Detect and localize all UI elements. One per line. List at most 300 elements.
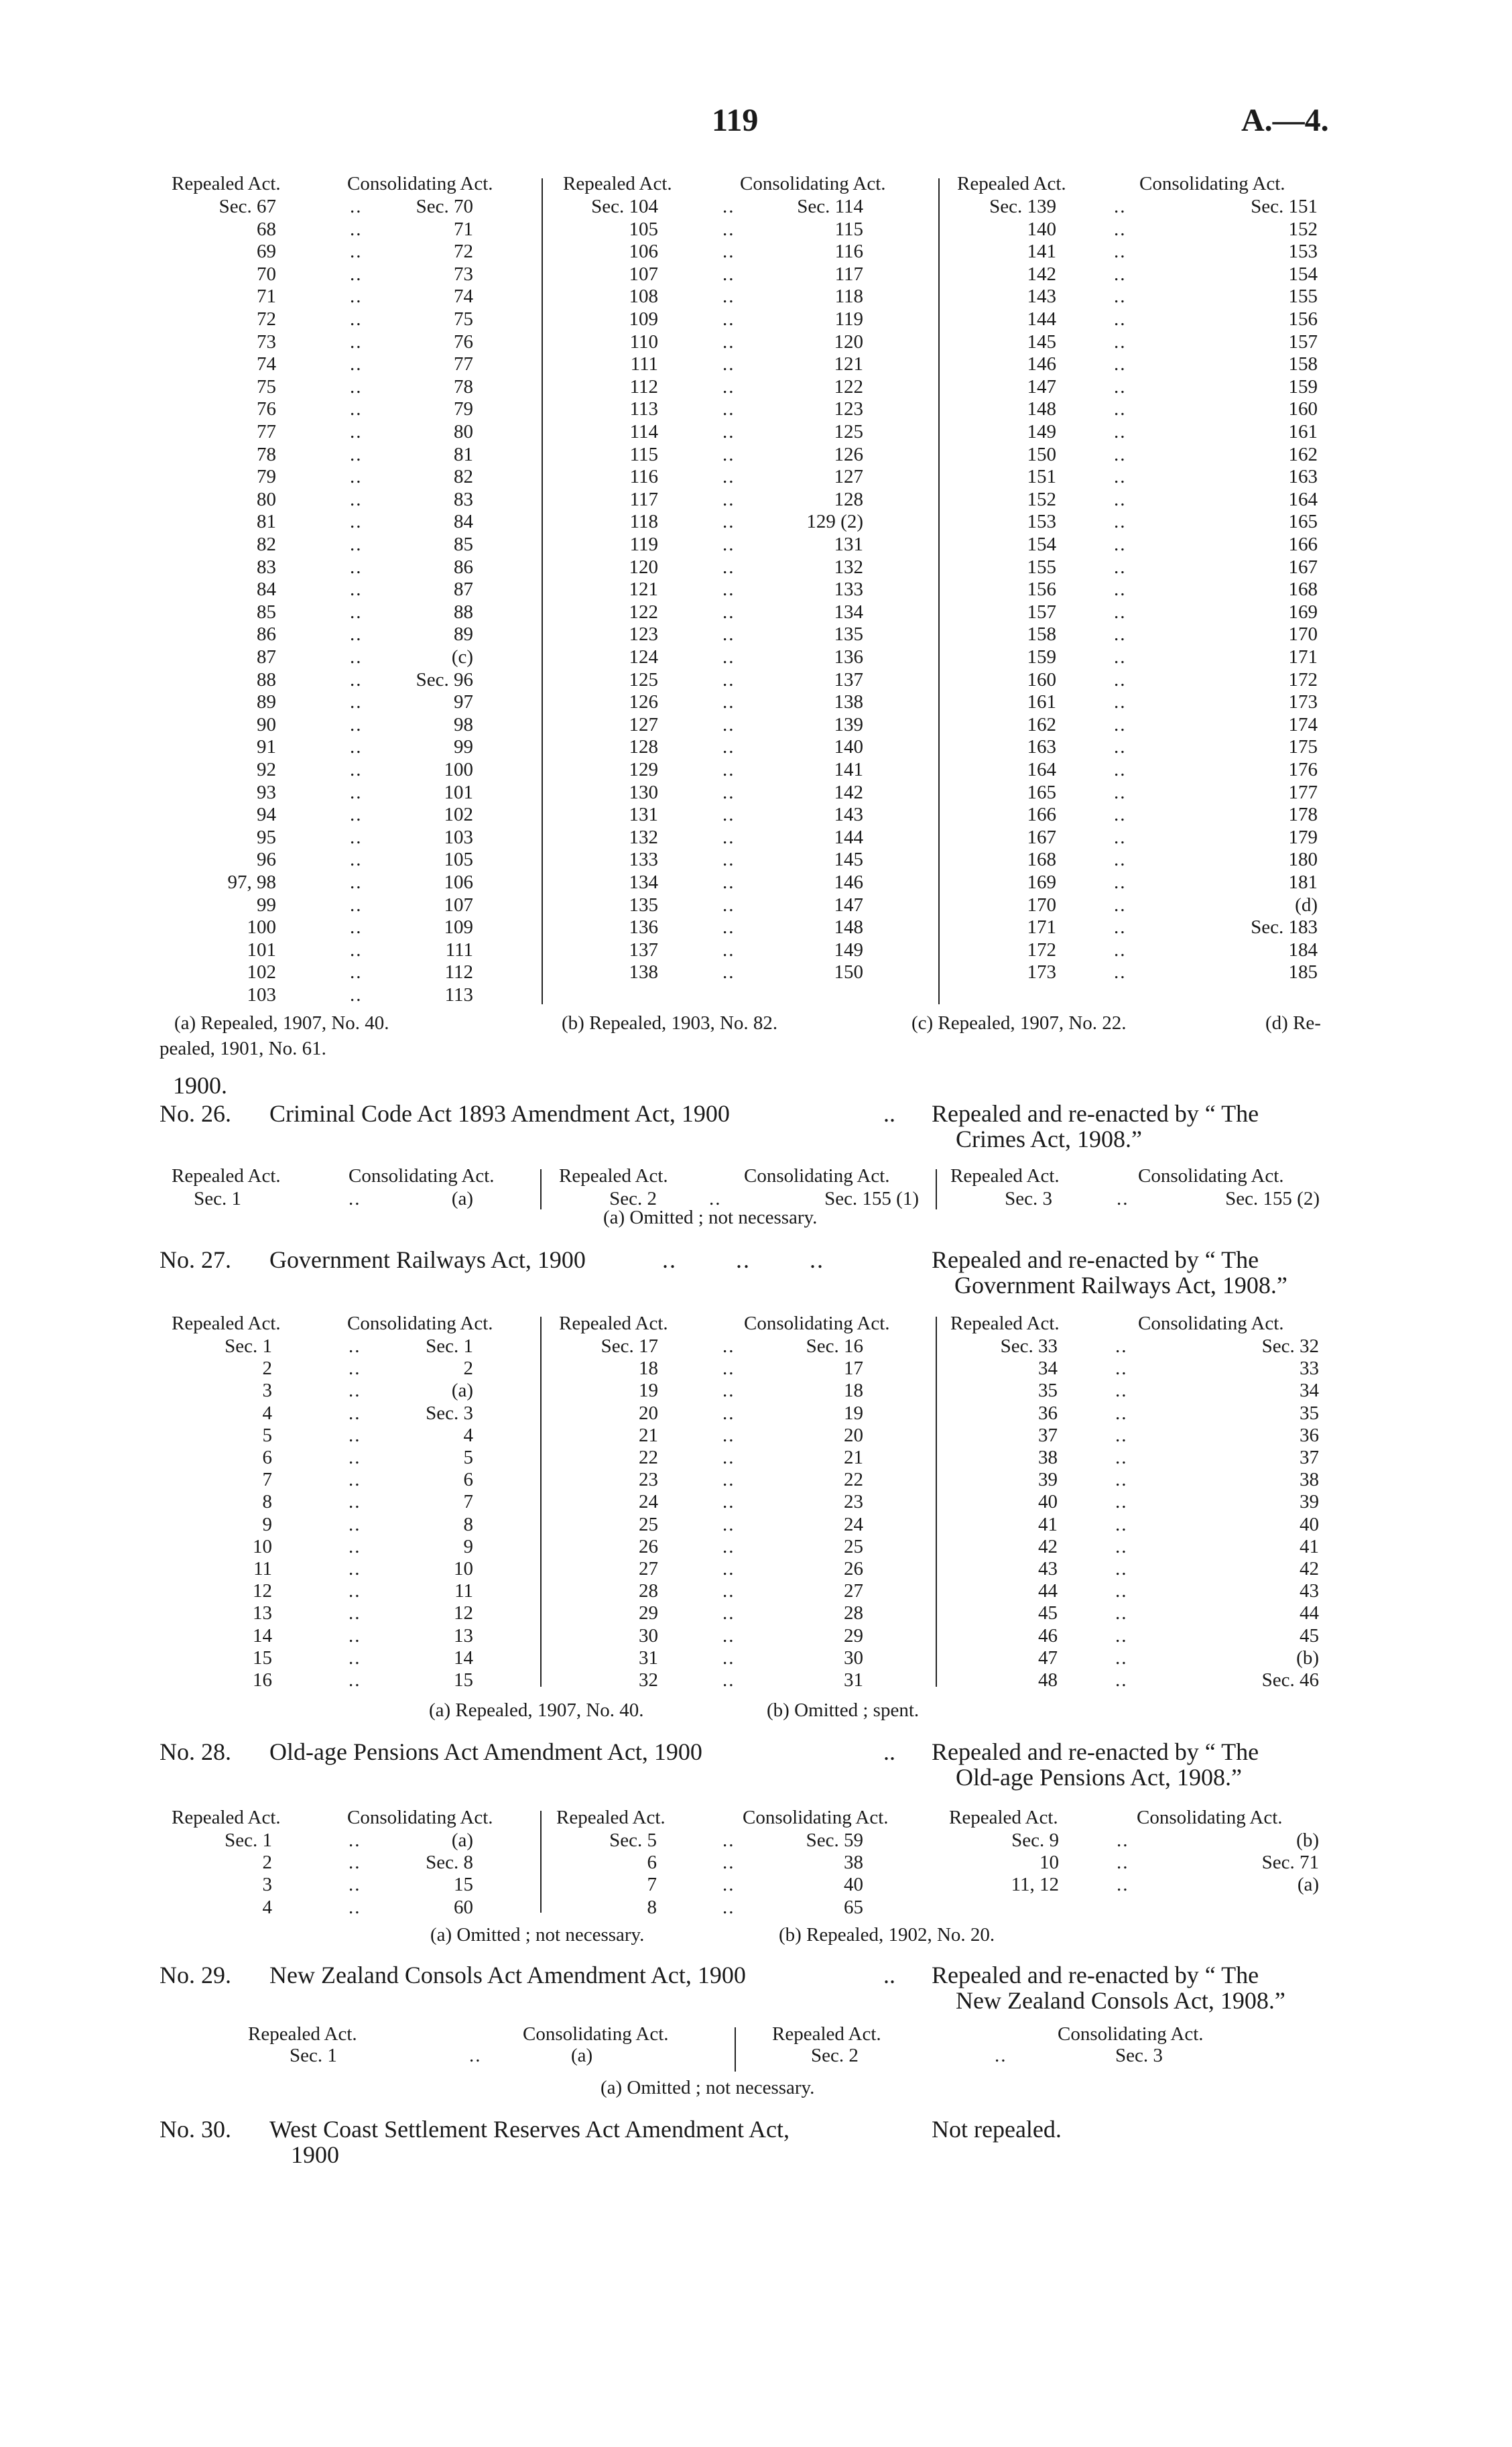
- repealed-cell: 8: [647, 1896, 657, 1918]
- leader: ..: [349, 1580, 361, 1602]
- repealed-cell: Sec. 1: [290, 2045, 337, 2066]
- leader: ..: [1114, 872, 1127, 893]
- leader: ..: [1115, 1447, 1128, 1468]
- leader: ..: [722, 331, 735, 353]
- consolidating-cell: 24: [844, 1513, 863, 1535]
- leader: ..: [1117, 1830, 1129, 1851]
- table-row: [0, 1536, 1512, 1559]
- act-result: Not repealed.: [932, 2116, 1062, 2143]
- table-row: [0, 1897, 1512, 1919]
- consolidating-cell: (a): [451, 1830, 473, 1851]
- repealed-cell: 120: [629, 556, 658, 578]
- consolidating-cell: 107: [444, 894, 473, 916]
- consolidating-cell: 60: [454, 1896, 473, 1918]
- repealed-cell: 132: [629, 826, 658, 848]
- consolidating-cell: 26: [844, 1558, 863, 1579]
- leader: ..: [349, 1469, 361, 1491]
- leader: ..: [722, 1469, 735, 1491]
- header-consolidating: Consolidating Act.: [349, 1165, 495, 1187]
- consolidating-cell: 31: [844, 1669, 863, 1691]
- consolidating-cell: 88: [454, 601, 473, 623]
- consolidating-cell: 89: [454, 623, 473, 646]
- repealed-cell: 149: [1027, 421, 1056, 442]
- leader: ..: [722, 443, 735, 465]
- consolidating-cell: 167: [1288, 556, 1318, 578]
- repealed-cell: 86: [257, 623, 276, 646]
- repealed-cell: 152: [1027, 488, 1056, 510]
- repealed-cell: 153: [1027, 511, 1056, 533]
- table-row: [0, 579, 1512, 601]
- leader: ..: [722, 849, 735, 871]
- table-row: [0, 691, 1512, 714]
- leader: ..: [1114, 218, 1127, 240]
- repealed-cell: Sec. 1: [194, 1188, 241, 1209]
- consolidating-cell: Sec. 155 (1): [824, 1188, 919, 1209]
- leader: ..: [350, 263, 363, 285]
- repealed-cell: 73: [257, 331, 276, 353]
- consolidating-cell: 156: [1288, 308, 1318, 330]
- leader: ..: [1117, 1874, 1129, 1896]
- act-29: [160, 1961, 1366, 2021]
- table-row: [0, 1852, 1512, 1874]
- repealed-cell: 112: [629, 375, 658, 398]
- table-row: [0, 1625, 1512, 1648]
- repealed-cell: 19: [639, 1380, 658, 1402]
- leader: ..: [1114, 421, 1127, 442]
- repealed-cell: 156: [1027, 579, 1056, 601]
- act-title: West Coast Settlement Reserves Act Amendment Act,: [269, 2116, 790, 2143]
- table-row: [0, 331, 1512, 354]
- consolidating-cell: 34: [1300, 1380, 1319, 1402]
- leader: ..: [883, 1962, 895, 1988]
- repealed-cell: 75: [257, 375, 276, 398]
- repealed-cell: 45: [1038, 1602, 1058, 1624]
- consolidating-cell: 41: [1300, 1535, 1319, 1557]
- table-row: [0, 511, 1512, 534]
- leader: ..: [350, 286, 363, 308]
- consolidating-cell: 155: [1288, 286, 1318, 308]
- footnote-a: (a) Omitted ; not necessary.: [430, 1924, 645, 1946]
- leader: ..: [722, 421, 735, 442]
- consolidating-cell: 15: [454, 1669, 473, 1691]
- leader: ..: [350, 308, 363, 330]
- repealed-cell: 40: [1038, 1491, 1058, 1513]
- repealed-cell: Sec. 1: [225, 1335, 272, 1357]
- leader: ..: [349, 1358, 361, 1380]
- repealed-cell: 119: [629, 534, 658, 555]
- leader: ..: [722, 826, 735, 848]
- leader: ..: [883, 1738, 895, 1765]
- act-27: [160, 1246, 1366, 1306]
- consolidating-cell: 121: [834, 353, 863, 375]
- repealed-cell: 18: [639, 1358, 658, 1380]
- consolidating-cell: 116: [834, 241, 863, 263]
- consolidating-cell: 109: [444, 916, 473, 939]
- repealed-cell: 27: [639, 1558, 658, 1579]
- leader: .. .. ..: [662, 1246, 824, 1273]
- repealed-cell: 47: [1038, 1647, 1058, 1669]
- table-row: [0, 804, 1512, 827]
- leader: ..: [1114, 849, 1127, 871]
- repealed-cell: 128: [629, 736, 658, 758]
- header-consolidating: Consolidating Act.: [347, 173, 493, 194]
- repealed-cell: 74: [257, 353, 276, 375]
- consolidating-cell: Sec. 1: [426, 1335, 473, 1357]
- consolidating-cell: (c): [451, 646, 473, 668]
- repealed-cell: 10: [1040, 1852, 1059, 1874]
- consolidating-cell: (a): [451, 1380, 473, 1402]
- consolidating-cell: 126: [834, 443, 863, 465]
- consolidating-cell: 157: [1288, 331, 1318, 353]
- repealed-cell: 142: [1027, 263, 1056, 285]
- repealed-cell: 12: [253, 1580, 272, 1602]
- repealed-cell: 25: [639, 1513, 658, 1535]
- footnote: (a) Omitted ; not necessary.: [601, 2077, 815, 2098]
- consolidating-cell: 6: [463, 1469, 473, 1491]
- consolidating-cell: 163: [1288, 466, 1318, 488]
- act-26: [160, 1099, 1366, 1160]
- act-28: [160, 1738, 1366, 1798]
- consolidating-cell: 135: [834, 623, 863, 646]
- leader: ..: [722, 286, 735, 308]
- consolidating-cell: 159: [1288, 375, 1318, 398]
- repealed-cell: 115: [629, 443, 658, 465]
- leader: ..: [1115, 1380, 1128, 1402]
- table-row: [0, 263, 1512, 286]
- repealed-cell: 147: [1027, 375, 1056, 398]
- leader: ..: [722, 511, 735, 533]
- header-repealed: Repealed Act.: [772, 2023, 881, 2045]
- consolidating-cell: 111: [445, 939, 473, 961]
- consolidating-cell: 14: [454, 1647, 473, 1669]
- leader: ..: [350, 398, 363, 420]
- repealed-cell: 6: [647, 1852, 657, 1874]
- consolidating-cell: (d): [1295, 894, 1318, 916]
- act-result-line1: Repealed and re-enacted by “ The: [932, 1738, 1259, 1765]
- repealed-cell: 13: [253, 1602, 272, 1624]
- repealed-cell: Sec. 2: [609, 1188, 657, 1209]
- leader: ..: [722, 691, 735, 713]
- leader: ..: [1115, 1402, 1128, 1424]
- leader: ..: [350, 961, 363, 983]
- table-row: [0, 1647, 1512, 1670]
- repealed-cell: 21: [639, 1424, 658, 1446]
- header-consolidating: Consolidating Act.: [347, 1313, 493, 1334]
- consolidating-cell: Sec. 183: [1251, 916, 1318, 939]
- consolidating-cell: 178: [1288, 804, 1318, 826]
- repealed-cell: 26: [639, 1535, 658, 1557]
- repealed-cell: 35: [1038, 1380, 1058, 1402]
- repealed-cell: 43: [1038, 1558, 1058, 1579]
- act-result-line2: Crimes Act, 1908.”: [956, 1126, 1142, 1152]
- repealed-cell: 76: [257, 398, 276, 420]
- consolidating-cell: 162: [1288, 443, 1318, 465]
- consolidating-cell: 152: [1288, 218, 1318, 240]
- table-row: [0, 782, 1512, 804]
- repealed-cell: 48: [1038, 1669, 1058, 1691]
- repealed-cell: 29: [639, 1602, 658, 1624]
- repealed-cell: 4: [262, 1402, 272, 1424]
- consolidating-cell: 82: [454, 466, 473, 488]
- repealed-cell: 82: [257, 534, 276, 555]
- leader: ..: [349, 1188, 361, 1209]
- leader: ..: [1114, 781, 1127, 803]
- repealed-cell: 169: [1027, 872, 1056, 893]
- consolidating-cell: 36: [1300, 1424, 1319, 1446]
- leader: ..: [1114, 579, 1127, 601]
- consolidating-cell: 138: [834, 691, 863, 713]
- repealed-cell: 116: [629, 466, 658, 488]
- consolidating-cell: 120: [834, 331, 863, 353]
- act-title: Government Railways Act, 1900: [269, 1246, 586, 1273]
- leader: ..: [1114, 353, 1127, 375]
- consolidating-cell: 137: [834, 668, 863, 691]
- repealed-cell: 37: [1038, 1424, 1058, 1446]
- consolidating-cell: 184: [1288, 939, 1318, 961]
- consolidating-cell: 71: [454, 218, 473, 240]
- table-row: [0, 1558, 1512, 1581]
- leader: ..: [1115, 1358, 1128, 1380]
- leader: ..: [1114, 646, 1127, 668]
- repealed-cell: 92: [257, 759, 276, 780]
- consolidating-cell: 85: [454, 534, 473, 555]
- repealed-cell: 100: [247, 916, 276, 939]
- consolidating-cell: 23: [844, 1491, 863, 1513]
- repealed-cell: 161: [1027, 691, 1056, 713]
- consolidating-cell: 84: [454, 511, 473, 533]
- leader: ..: [722, 894, 735, 916]
- consolidating-cell: 39: [1300, 1491, 1319, 1513]
- leader: ..: [722, 534, 735, 555]
- table-row: [0, 1380, 1512, 1402]
- header-consolidating: Consolidating Act.: [1058, 2023, 1204, 2045]
- leader: ..: [1115, 1558, 1128, 1579]
- consolidating-cell: 86: [454, 556, 473, 578]
- leader: ..: [349, 1535, 361, 1557]
- table-row: [0, 444, 1512, 467]
- repealed-cell: 114: [629, 421, 658, 442]
- repealed-cell: 41: [1038, 1513, 1058, 1535]
- header-repealed: Repealed Act.: [248, 2023, 357, 2045]
- leader: ..: [722, 488, 735, 510]
- table-row: [0, 1358, 1512, 1380]
- leader: ..: [1115, 1580, 1128, 1602]
- act-number: No. 26.: [160, 1100, 231, 1127]
- table-row: [0, 736, 1512, 759]
- footnote-c: (c) Repealed, 1907, No. 22.: [911, 1012, 1127, 1034]
- consolidating-cell: Sec. 71: [1261, 1852, 1319, 1874]
- table-row: [0, 219, 1512, 241]
- consolidating-cell: 105: [444, 849, 473, 871]
- leader: ..: [349, 1513, 361, 1535]
- repealed-cell: 150: [1027, 443, 1056, 465]
- header-repealed: Repealed Act.: [559, 1165, 668, 1187]
- repealed-cell: 168: [1027, 849, 1056, 871]
- consolidating-cell: 5: [463, 1447, 473, 1468]
- table-row: [0, 196, 1512, 219]
- consolidating-cell: 103: [444, 826, 473, 848]
- act-number: No. 29.: [160, 1962, 231, 1988]
- act-number: No. 27.: [160, 1246, 231, 1273]
- consolidating-cell: 30: [844, 1647, 863, 1669]
- consolidating-cell: 25: [844, 1535, 863, 1557]
- repealed-cell: 71: [257, 286, 276, 308]
- leader: ..: [350, 511, 363, 533]
- leader: ..: [722, 1669, 735, 1691]
- consolidating-cell: 12: [454, 1602, 473, 1624]
- leader: ..: [1115, 1535, 1128, 1557]
- leader: ..: [1114, 331, 1127, 353]
- consolidating-cell: 170: [1288, 623, 1318, 646]
- repealed-cell: 145: [1027, 331, 1056, 353]
- leader: ..: [349, 1647, 361, 1669]
- consolidating-cell: 80: [454, 421, 473, 442]
- consolidating-cell: 141: [834, 759, 863, 780]
- leader: ..: [350, 488, 363, 510]
- repealed-cell: 99: [257, 894, 276, 916]
- consolidating-cell: 172: [1288, 668, 1318, 691]
- leader: ..: [350, 849, 363, 871]
- repealed-cell: 102: [247, 961, 276, 983]
- leader: ..: [1114, 916, 1127, 939]
- consolidating-cell: 169: [1288, 601, 1318, 623]
- consolidating-cell: 150: [834, 961, 863, 983]
- leader: ..: [350, 466, 363, 488]
- consolidating-cell: 29: [844, 1624, 863, 1647]
- table-row: [0, 489, 1512, 512]
- leader: ..: [350, 241, 363, 263]
- consolidating-cell: 146: [834, 872, 863, 893]
- consolidating-cell: 136: [834, 646, 863, 668]
- repealed-cell: 83: [257, 556, 276, 578]
- leader: ..: [1114, 691, 1127, 713]
- table-row: [0, 1830, 1512, 1852]
- footnote-a: (a) Repealed, 1907, No. 40.: [429, 1699, 644, 1721]
- repealed-cell: 110: [629, 331, 658, 353]
- leader: ..: [1114, 263, 1127, 285]
- repealed-cell: Sec. 67: [218, 196, 276, 217]
- table-row: [0, 601, 1512, 624]
- consolidating-cell: 13: [454, 1624, 473, 1647]
- consolidating-cell: 127: [834, 466, 863, 488]
- consolidating-cell: 112: [444, 961, 473, 983]
- leader: ..: [350, 894, 363, 916]
- repealed-cell: 159: [1027, 646, 1056, 668]
- consolidating-cell: 15: [454, 1874, 473, 1896]
- repealed-cell: 122: [629, 601, 658, 623]
- repealed-cell: 164: [1027, 759, 1056, 780]
- leader: ..: [1114, 556, 1127, 578]
- table-27: [0, 1313, 1512, 1715]
- leader: ..: [722, 1896, 735, 1918]
- leader: ..: [1114, 894, 1127, 916]
- repealed-cell: 38: [1038, 1447, 1058, 1468]
- leader: ..: [722, 601, 735, 623]
- repealed-cell: 3: [262, 1380, 272, 1402]
- repealed-cell: 91: [257, 736, 276, 758]
- header-repealed: Repealed Act.: [950, 1313, 1060, 1334]
- consolidating-cell: 83: [454, 488, 473, 510]
- repealed-cell: 160: [1027, 668, 1056, 691]
- table-row: [0, 241, 1512, 263]
- footnote-a: (a) Repealed, 1907, No. 40.: [174, 1012, 389, 1034]
- consolidating-cell: Sec. 114: [797, 196, 863, 217]
- consolidating-cell: 22: [844, 1469, 863, 1491]
- repealed-cell: 109: [629, 308, 658, 330]
- repealed-cell: 155: [1027, 556, 1056, 578]
- table-row: [0, 646, 1512, 669]
- consolidating-cell: 79: [454, 398, 473, 420]
- year-heading: 1900.: [173, 1072, 227, 1099]
- consolidating-cell: 122: [834, 375, 863, 398]
- repealed-cell: 137: [629, 939, 658, 961]
- leader: ..: [722, 1647, 735, 1669]
- consolidating-cell: 158: [1288, 353, 1318, 375]
- leader: ..: [1115, 1669, 1128, 1691]
- table-row: [0, 286, 1512, 308]
- footnote-b: (b) Omitted ; spent.: [767, 1699, 920, 1721]
- leader: ..: [1114, 668, 1127, 691]
- table-row: [0, 1491, 1512, 1514]
- consolidating-cell: Sec. 155 (2): [1225, 1188, 1320, 1209]
- repealed-cell: 118: [629, 511, 658, 533]
- leader: ..: [1115, 1513, 1128, 1535]
- leader: ..: [350, 736, 363, 758]
- consolidating-cell: 81: [454, 443, 473, 465]
- consolidating-cell: 161: [1288, 421, 1318, 442]
- consolidating-cell: 125: [834, 421, 863, 442]
- header-consolidating: Consolidating Act.: [1137, 1807, 1283, 1828]
- leader: ..: [1115, 1335, 1128, 1357]
- repealed-cell: 68: [257, 218, 276, 240]
- table-row: [0, 1402, 1512, 1425]
- leader: ..: [722, 196, 735, 217]
- consolidating-cell: 123: [834, 398, 863, 420]
- leader: ..: [349, 1558, 361, 1579]
- repealed-cell: 154: [1027, 534, 1056, 555]
- consolidating-cell: Sec. 151: [1251, 196, 1318, 217]
- repealed-cell: 107: [629, 263, 658, 285]
- consolidating-cell: Sec. 46: [1261, 1669, 1319, 1691]
- consolidating-cell: 38: [844, 1852, 863, 1874]
- leader: ..: [722, 916, 735, 939]
- leader: ..: [1114, 398, 1127, 420]
- consolidating-cell: 11: [454, 1580, 473, 1602]
- repealed-cell: Sec. 5: [609, 1830, 657, 1851]
- table-row: [0, 308, 1512, 331]
- consolidating-cell: 102: [444, 804, 473, 826]
- consolidating-cell: 165: [1288, 511, 1318, 533]
- leader: ..: [350, 668, 363, 691]
- repealed-cell: 69: [257, 241, 276, 263]
- header-consolidating: Consolidating Act.: [1138, 1165, 1284, 1187]
- repealed-cell: 141: [1027, 241, 1056, 263]
- consolidating-cell: 43: [1300, 1580, 1319, 1602]
- repealed-cell: Sec. 104: [591, 196, 658, 217]
- act-number: No. 28.: [160, 1738, 231, 1765]
- table-28: [0, 1807, 1512, 1934]
- repealed-cell: 131: [629, 804, 658, 826]
- repealed-cell: 126: [629, 691, 658, 713]
- leader: ..: [1114, 466, 1127, 488]
- consolidating-cell: 38: [1300, 1469, 1319, 1491]
- consolidating-cell: 179: [1288, 826, 1318, 848]
- leader: ..: [722, 781, 735, 803]
- consolidating-cell: 40: [1300, 1513, 1319, 1535]
- footnote-d: (d) Re-: [1265, 1012, 1321, 1034]
- leader: ..: [1114, 375, 1127, 398]
- repealed-cell: 23: [639, 1469, 658, 1491]
